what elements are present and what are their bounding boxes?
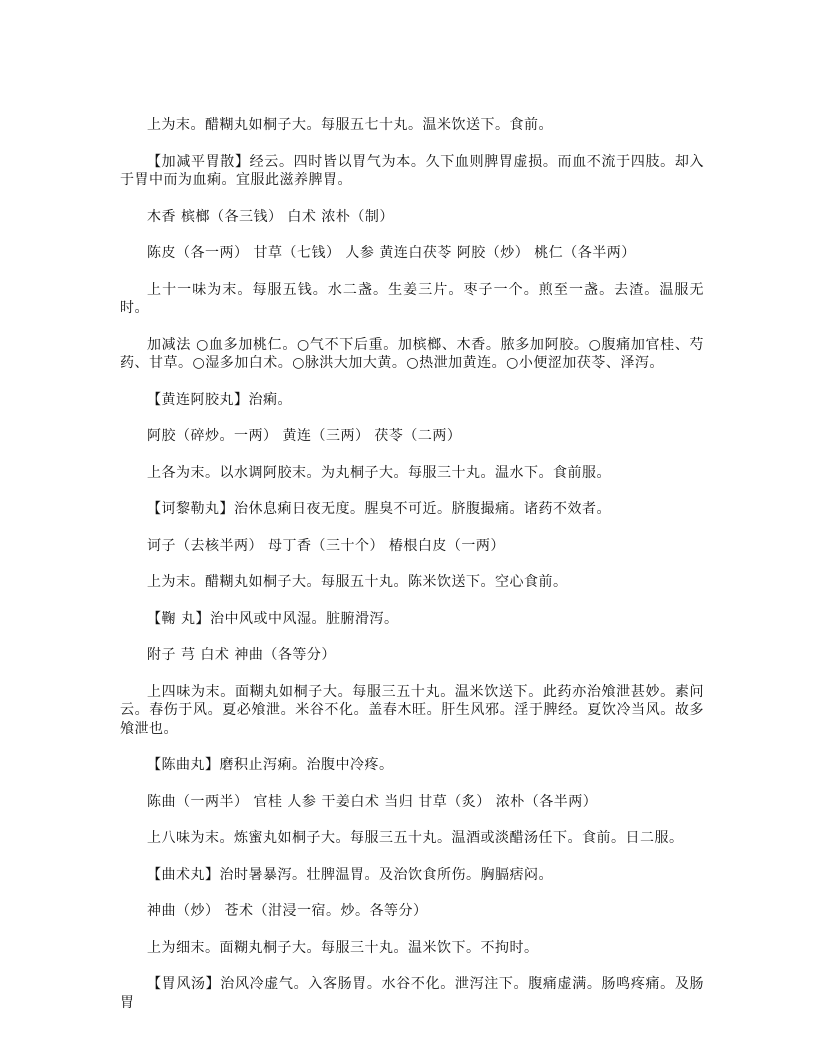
formula-heading-jiajian-pingwei-san: 【加减平胃散】经云。四时皆以胃气为本。久下血则脾胃虚损。而血不流于四肢。却入于胃中而为血痢。宜服此滋养脾胃。 [120,153,704,188]
paragraph: 上为末。醋糊丸如桐子大。每服五七十丸。温米饮送下。食前。 [147,117,553,133]
formula-heading-huanglian-ejiao-wan: 【黄连阿胶丸】治痢。 [147,391,292,408]
ingredients: 附子 芎 白术 神曲（各等分） [147,647,336,663]
ingredients: 诃子（去核半两） 母丁香（三十个） 椿根白皮（一两） [147,537,505,554]
formula-heading-chenqu-wan: 【陈曲丸】磨积止泻痢。治腹中冷疼。 [147,757,394,773]
document-page [120,116,704,1030]
ingredients: 陈皮（各一两） 甘草（七钱） 人参 黄连白茯苓 阿胶（炒） 桃仁（各半两） [147,245,636,261]
ingredients: 神曲（炒） 苍术（泔浸一宿。炒。各等分） [147,903,428,919]
formula-heading-weifeng-tang: 【胃风汤】治风冷虚气。入客肠胃。水谷不化。泄泻注下。腹痛虚满。肠鸣疼痛。及肠胃 [120,976,704,1011]
formula-heading-helile-wan: 【诃黎勒丸】治休息痢日夜无度。腥臭不可近。脐腹撮痛。诸药不效者。 [147,501,611,517]
preparation: 上八味为末。炼蜜丸如桐子大。每服三五十丸。温酒或淡醋汤任下。食前。日二服。 [147,830,684,846]
ingredients: 木香 槟榔（各三钱） 白术 浓朴（制） [147,208,394,225]
preparation: 上各为末。以水调阿胶末。为丸桐子大。每服三十丸。温水下。食前服。 [147,464,611,481]
ingredients: 阿胶（碎炒。一两） 黄连（三两） 茯苓（二两） [147,428,462,444]
formula-heading-ju-wan: 【鞠 丸】治中风或中风湿。脏腑滑泻。 [147,610,399,627]
modification-notes: 加减法 ○血多加桃仁。○气不下后重。加槟榔、木香。脓多加阿胶。○腹痛加官桂、芍药、甘草。○湿多加白术。○脉洪大加大黄。○热泄加黄连。○小便涩加茯苓、泽泻。 [120,336,704,371]
preparation: 上十一味为末。每服五钱。水二盏。生姜三片。枣子一个。煎至一盏。去渣。温服无时。 [120,281,704,316]
ingredients: 陈曲（一两半） 官桂 人参 干姜白术 当归 甘草（炙） 浓朴（各半两） [147,793,598,810]
preparation: 上为细末。面糊丸桐子大。每服三十丸。温米饮下。不拘时。 [147,939,539,956]
formula-heading-quzhu-wan: 【曲术丸】治时暑暴泻。壮脾温胃。及治饮食所伤。胸膈痞闷。 [147,866,553,883]
preparation: 上四味为末。面糊丸如桐子大。每服三五十丸。温米饮送下。此药亦治飧泄甚妙。素问云。春伤于风。夏必飧泄。米谷不化。盖春木旺。肝生风邪。淫于脾经。夏饮冷当风。故多飧泄也。 [120,683,704,737]
preparation: 上为末。醋糊丸如桐子大。每服五十丸。陈米饮送下。空心食前。 [147,574,568,590]
